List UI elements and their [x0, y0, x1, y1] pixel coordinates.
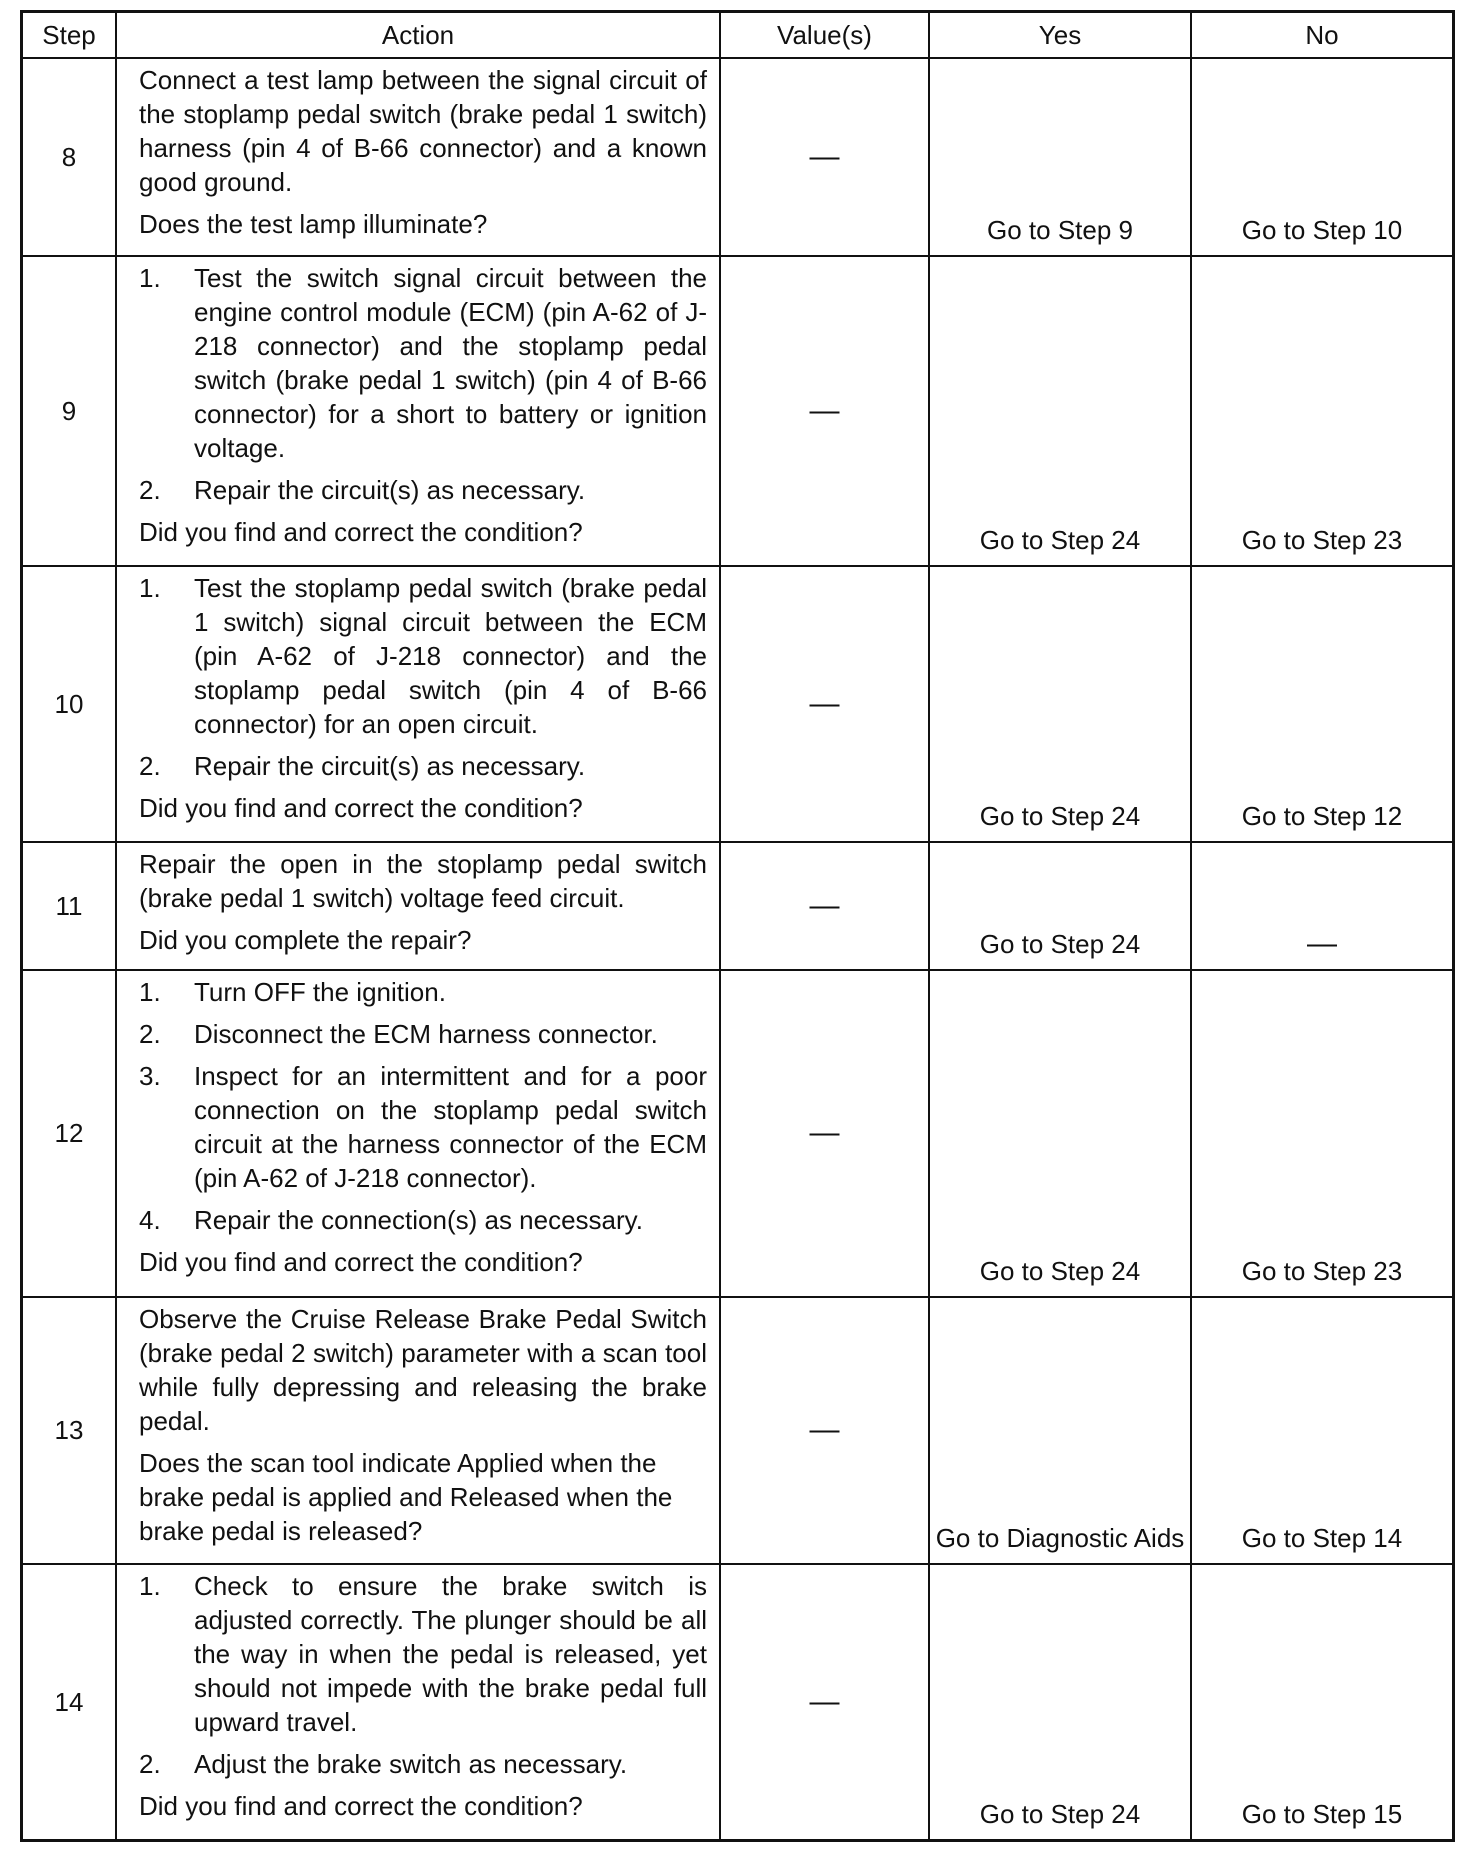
yes-result: Go to Step 24 — [929, 256, 1191, 567]
list-item-text: Turn OFF the ignition. — [194, 976, 446, 1007]
action-steps-list — [139, 571, 707, 783]
list-item-number: 2. — [139, 751, 161, 782]
list-item-number: 1. — [139, 976, 161, 1007]
table-row — [22, 970, 1454, 1297]
list-item-text: Inspect for an intermittent and for a poor connection on the stoplamp pedal switch circuit at the harness connector of the ECM (pin A-62 of J-218 connector). — [194, 1060, 707, 1193]
header-no: No — [1191, 12, 1454, 59]
action-question: Did you find and correct the condition? — [139, 516, 583, 547]
action-cell — [116, 842, 720, 970]
table-row — [22, 1564, 1454, 1840]
value-cell: — — [720, 256, 929, 567]
no-result: Go to Step 23 — [1191, 256, 1454, 567]
action-steps-list — [139, 975, 707, 1237]
no-result: Go to Step 23 — [1191, 970, 1454, 1297]
table-row — [22, 1297, 1454, 1565]
list-item-text: Disconnect the ECM harness connector. — [194, 1018, 658, 1049]
header-step: Step — [22, 12, 117, 59]
table-row — [22, 842, 1454, 970]
value-cell: — — [720, 842, 929, 970]
list-item-text: Adjust the brake switch as necessary. — [194, 1749, 628, 1780]
action-steps-list — [139, 1569, 707, 1781]
list-item-number: 1. — [139, 262, 161, 293]
list-item — [139, 1017, 707, 1051]
action-cell — [116, 1564, 720, 1840]
yes-result: Go to Step 24 — [929, 566, 1191, 842]
list-item-text: Repair the circuit(s) as necessary. — [194, 474, 586, 505]
table-row — [22, 256, 1454, 567]
list-item-number: 3. — [139, 1060, 161, 1091]
header-yes: Yes — [929, 12, 1191, 59]
action-instruction: Observe the Cruise Release Brake Pedal Switch (brake pedal 2 switch) parameter with a scan tool while fully depressing and releasing the brake pedal. — [139, 1303, 707, 1436]
value-cell: — — [720, 1297, 929, 1565]
step-number: 13 — [22, 1297, 117, 1565]
list-item — [139, 261, 707, 465]
step-number: 9 — [22, 256, 117, 567]
header-values: Value(s) — [720, 12, 929, 59]
action-cell — [116, 256, 720, 567]
no-result: Go to Step 14 — [1191, 1297, 1454, 1565]
list-item — [139, 1059, 707, 1195]
no-result: Go to Step 15 — [1191, 1564, 1454, 1840]
action-instruction: Repair the open in the stoplamp pedal switch (brake pedal 1 switch) voltage feed circuit. — [139, 848, 707, 913]
value-cell: — — [720, 58, 929, 256]
action-question: Did you find and correct the condition? — [139, 1246, 583, 1277]
yes-result: Go to Step 24 — [929, 842, 1191, 970]
list-item — [139, 473, 707, 507]
action-question: Does the scan tool indicate Applied when the brake pedal is applied and Released when the brake pedal is released? — [139, 1447, 673, 1546]
yes-result: Go to Step 24 — [929, 970, 1191, 1297]
header-row — [22, 12, 1454, 59]
action-cell — [116, 566, 720, 842]
list-item-number: 2. — [139, 1018, 161, 1049]
list-item-text: Test the stoplamp pedal switch (brake pedal 1 switch) signal circuit between the ECM (pin A-62 of J-218 connector) and the stoplamp pedal switch (pin 4 of B-66 connector) for an open circuit. — [194, 573, 707, 740]
action-cell — [116, 58, 720, 256]
action-cell — [116, 970, 720, 1297]
yes-result: Go to Diagnostic Aids — [929, 1297, 1191, 1565]
list-item-text: Check to ensure the brake switch is adjusted correctly. The plunger should be all the way in when the pedal is released, yet should not impede with the brake pedal full upward travel. — [194, 1571, 707, 1738]
yes-result: Go to Step 9 — [929, 58, 1191, 256]
action-question: Did you complete the repair? — [139, 924, 472, 955]
step-number: 8 — [22, 58, 117, 256]
list-item — [139, 571, 707, 741]
list-item — [139, 975, 707, 1009]
table-body — [22, 58, 1454, 1841]
list-item — [139, 1747, 707, 1781]
action-steps-list — [139, 261, 707, 507]
value-cell: — — [720, 970, 929, 1297]
action-cell — [116, 1297, 720, 1565]
diagnostic-table — [20, 10, 1455, 1842]
no-result: Go to Step 10 — [1191, 58, 1454, 256]
step-number: 10 — [22, 566, 117, 842]
list-item-text: Repair the connection(s) as necessary. — [194, 1204, 643, 1235]
value-cell: — — [720, 566, 929, 842]
list-item-text: Repair the circuit(s) as necessary. — [194, 751, 586, 782]
header-action: Action — [116, 12, 720, 59]
list-item — [139, 1569, 707, 1739]
list-item-number: 1. — [139, 1571, 161, 1602]
list-item-text: Test the switch signal circuit between the engine control module (ECM) (pin A-62 of J-218 connector) and the stoplamp pedal switch (brake pedal 1 switch) (pin 4 of B-66 connector) for a short to battery or ignition voltage. — [194, 262, 707, 463]
list-item — [139, 749, 707, 783]
table-row — [22, 566, 1454, 842]
list-item-number: 1. — [139, 573, 161, 604]
value-cell: — — [720, 1564, 929, 1840]
list-item-number: 4. — [139, 1204, 161, 1235]
action-instruction: Connect a test lamp between the signal circuit of the stoplamp pedal switch (brake pedal 1 switch) harness (pin 4 of B-66 connector) and a known good ground. — [139, 65, 707, 197]
action-question: Did you find and correct the condition? — [139, 1791, 583, 1822]
list-item-number: 2. — [139, 1749, 161, 1780]
step-number: 11 — [22, 842, 117, 970]
list-item-number: 2. — [139, 474, 161, 505]
step-number: 12 — [22, 970, 117, 1297]
list-item — [139, 1203, 707, 1237]
no-result: Go to Step 12 — [1191, 566, 1454, 842]
action-question: Did you find and correct the condition? — [139, 793, 583, 824]
yes-result: Go to Step 24 — [929, 1564, 1191, 1840]
table-row — [22, 58, 1454, 256]
step-number: 14 — [22, 1564, 117, 1840]
no-result: — — [1191, 842, 1454, 970]
action-question: Does the test lamp illuminate? — [139, 209, 488, 239]
